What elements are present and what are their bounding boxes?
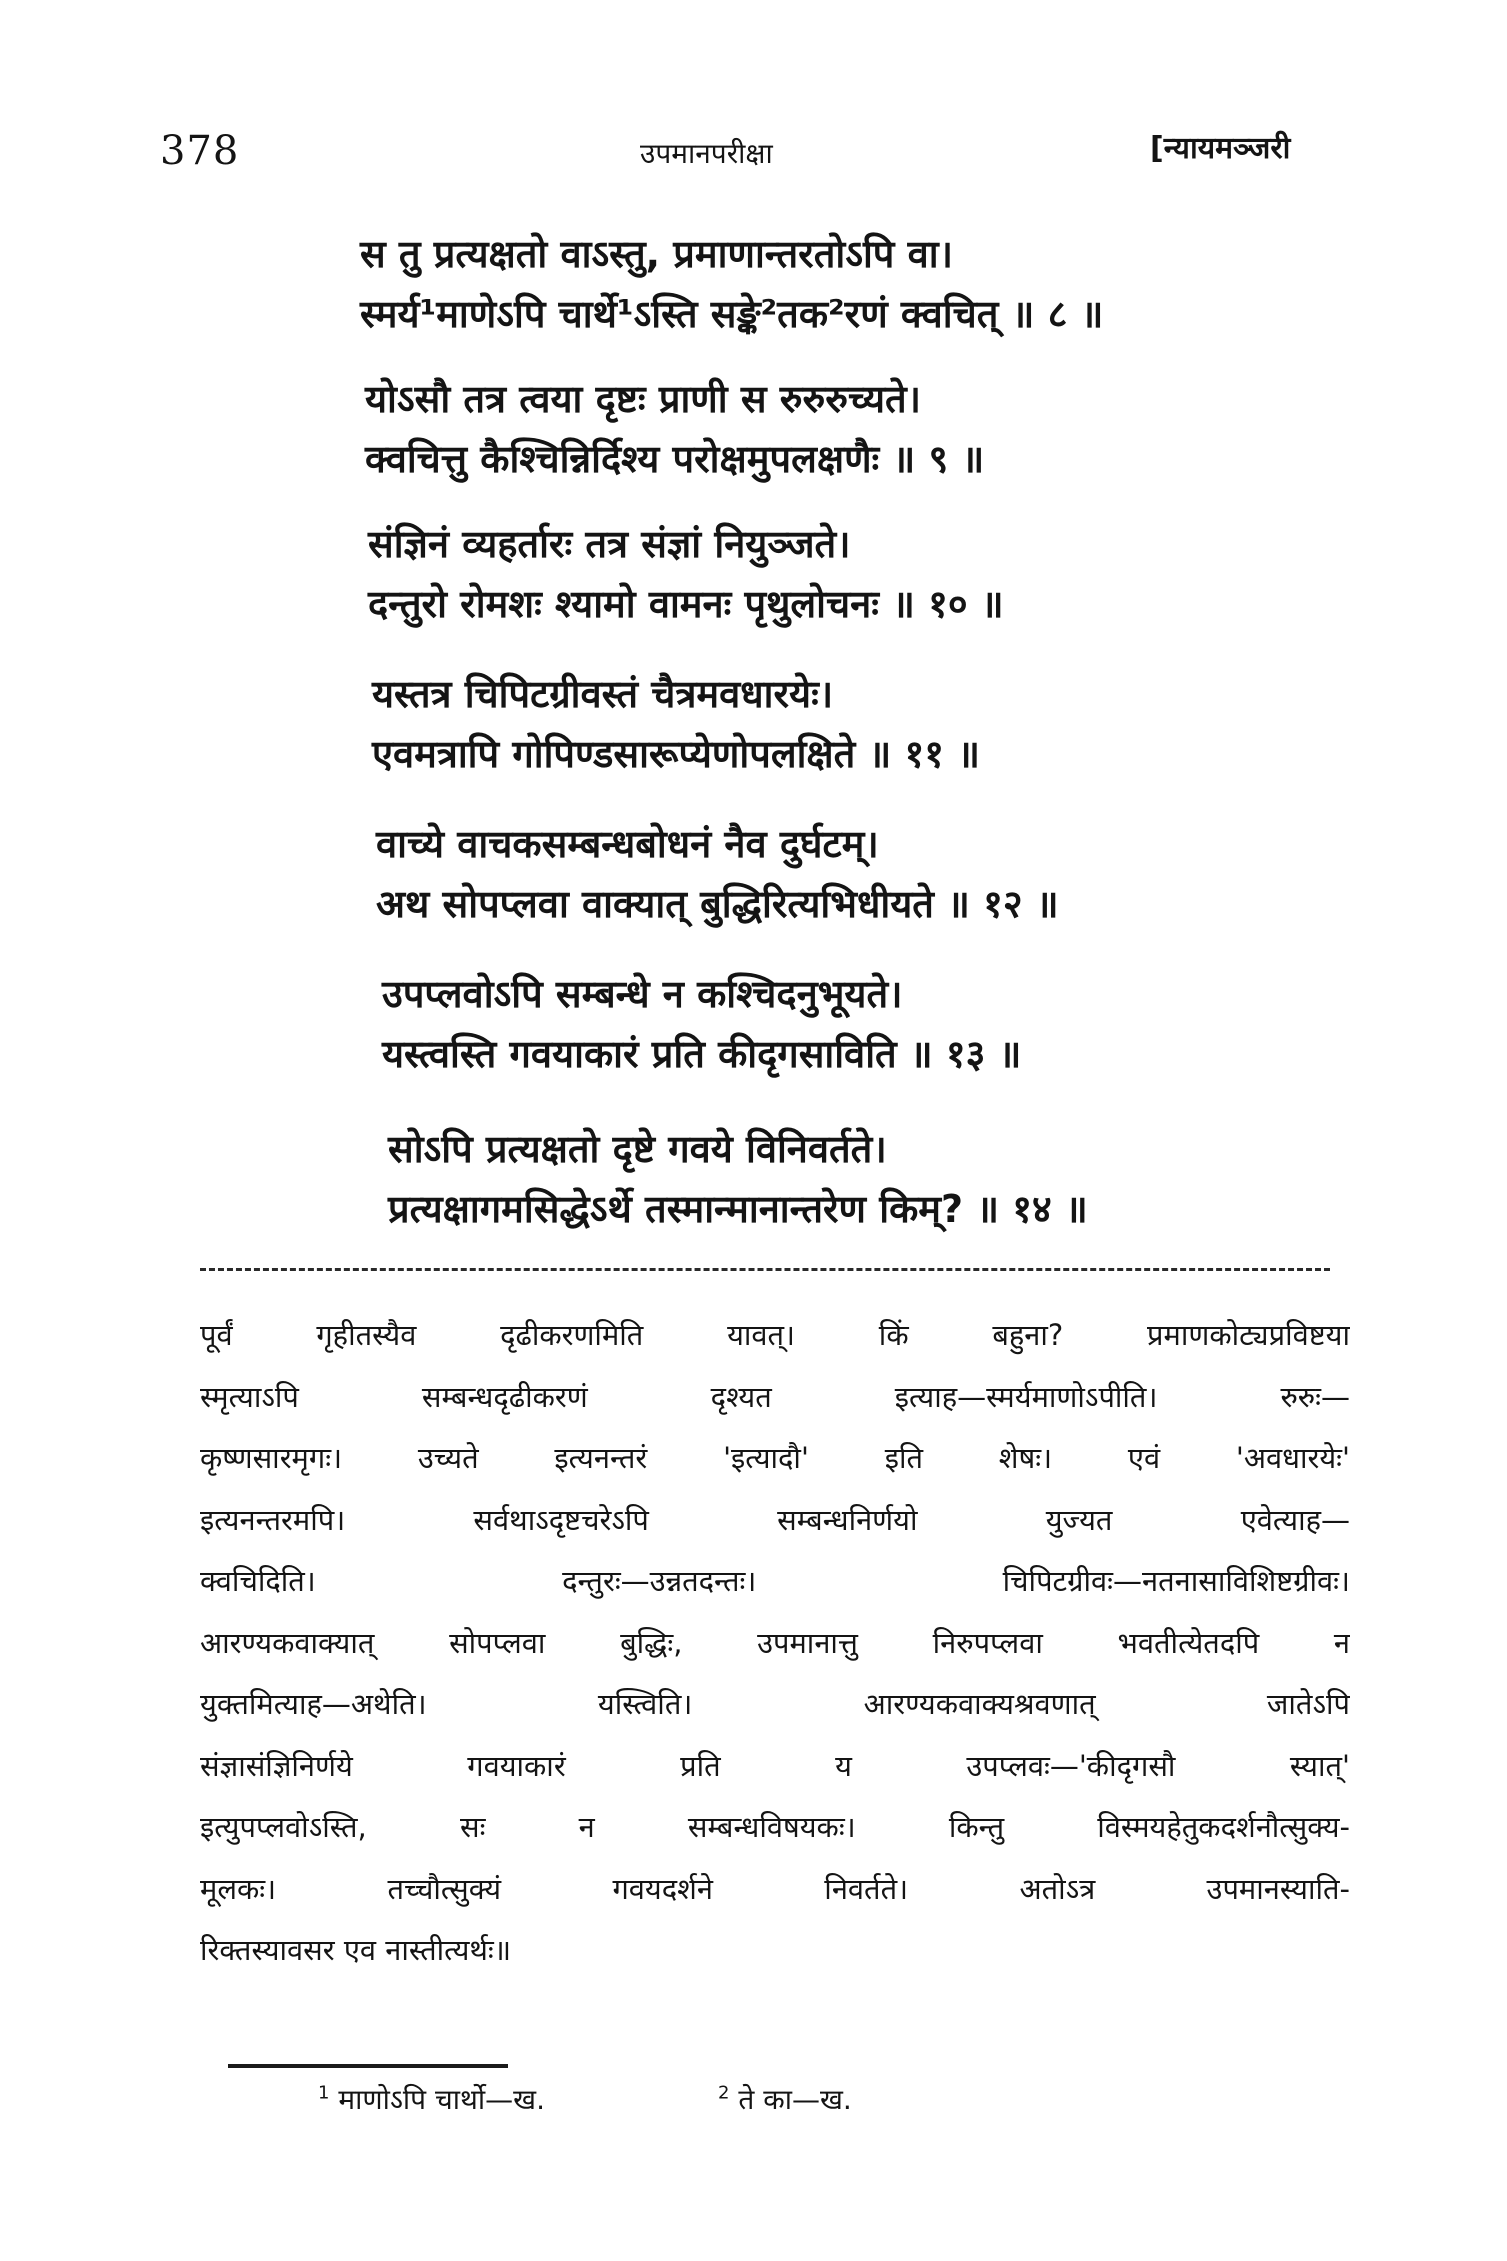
commentary-line: क्वचिदिति। दन्तुरः—उन्नतदन्तः। चिपिटग्रीवः—नतनासाविशिष्टग्रीवः। (200, 1564, 1350, 1598)
footnote-mark: 2 (718, 2082, 730, 2104)
footnote-text: माणोऽपि चार्थो—ख. (338, 2083, 545, 2116)
page-number: 378 (160, 128, 240, 174)
verse-line: संज्ञिनं व्यहर्तारः तत्र संज्ञां नियुञ्जते। (368, 522, 851, 566)
verse-line: एवमत्रापि गोपिण्डसारूप्येणोपलक्षिते ॥ ११ ॥ (372, 732, 981, 776)
commentary-line: मूलकः। तच्चौत्सुक्यं गवयदर्शने निवर्तते। अतोऽत्र उपमानस्याति- (200, 1871, 1350, 1906)
verse-line: यस्तत्र चिपिटग्रीवस्तं चैत्रमवधारयेः। (372, 672, 834, 716)
commentary-line: स्मृत्याऽपि सम्बन्धदृढीकरणं दृश्यत इत्याह—स्मर्यमाणोऽपीति। रुरुः— (200, 1379, 1350, 1414)
section-divider (200, 1268, 1330, 1271)
commentary-line: इत्यनन्तरमपि। सर्वथाऽदृष्टचरेऽपि सम्बन्धनिर्णयो युज्यत एवेत्याह— (200, 1502, 1350, 1537)
running-title: उपमानपरीक्षा (640, 137, 773, 170)
commentary-line: पूर्वं गृहीतस्यैव दृढीकरणमिति यावत्। किं बहुना? प्रमाणकोट्यप्रविष्टया (200, 1318, 1350, 1352)
commentary-line: युक्तमित्याह—अथेति। यस्त्विति। आरण्यकवाक्यश्रवणात् जातेऽपि (200, 1687, 1350, 1721)
verse-line: उपप्लवोऽपि सम्बन्धे न कश्चिदनुभूयते। (382, 972, 903, 1016)
verse-line: अथ सोपप्लवा वाक्यात् बुद्धिरित्यभिधीयते ॥ १२ ॥ (376, 882, 1059, 926)
verse-line: स तु प्रत्यक्षतो वाऽस्तु, प्रमाणान्तरतोऽपि वा। (360, 232, 953, 276)
page-header (0, 118, 1507, 178)
commentary-line: इत्युपप्लवोऽस्ति, सः न सम्बन्धविषयकः। किन्तु विस्मयहेतुकदर्शनौत्सुक्य- (200, 1810, 1350, 1844)
footnote-1 (318, 2080, 545, 2118)
commentary-line: रिक्तस्यावसर एव नास्तीत्यर्थः॥ (200, 1933, 512, 1967)
verse-line: यस्त्वस्ति गवयाकारं प्रति कीदृगसाविति ॥ १३ ॥ (382, 1032, 1022, 1076)
commentary-line: कृष्णसारमृगः। उच्यते इत्यनन्तरं 'इत्यादौ' इति शेषः। एवं 'अवधारयेः' (200, 1441, 1350, 1475)
commentary-line: संज्ञासंज्ञिनिर्णये गवयाकारं प्रति य उपप्लवः—'कीदृगसौ स्यात्' (200, 1748, 1350, 1783)
footnote-mark: 1 (318, 2082, 330, 2104)
verse-line: प्रत्यक्षागमसिद्धेऽर्थे तस्मान्मानान्तरेण किम्? ॥ १४ ॥ (388, 1187, 1088, 1231)
footnotes (318, 2080, 1218, 2130)
verse-line: दन्तुरो रोमशः श्यामो वामनः पृथुलोचनः ॥ १० ॥ (368, 582, 1004, 626)
verse-line: वाच्ये वाचकसम्बन्धबोधनं नैव दुर्घटम्। (376, 822, 879, 866)
footnote-rule (228, 2064, 508, 2068)
commentary-line: आरण्यकवाक्यात् सोपप्लवा बुद्धिः, उपमानात्तु निरुपप्लवा भवतीत्येतदपि न (200, 1625, 1350, 1660)
book-title: [न्यायमञ्जरी (1150, 131, 1291, 166)
footnote-text: ते का—ख. (738, 2083, 852, 2116)
footnote-2 (718, 2080, 852, 2118)
verse-line: सोऽपि प्रत्यक्षतो दृष्टे गवये विनिवर्तते। (388, 1127, 887, 1171)
verse-line: स्मर्य¹माणेऽपि चार्थे¹ऽस्ति सङ्के²तक²रणं क्वचित् ॥ ८ ॥ (360, 292, 1104, 336)
verse-line: योऽसौ तत्र त्वया दृष्टः प्राणी स रुरुरुच्यते। (365, 377, 922, 421)
verse-line: क्वचित्तु कैश्चिन्निर्दिश्य परोक्षमुपलक्षणैः ॥ ९ ॥ (365, 437, 985, 481)
commentary-block (200, 1305, 1350, 1982)
